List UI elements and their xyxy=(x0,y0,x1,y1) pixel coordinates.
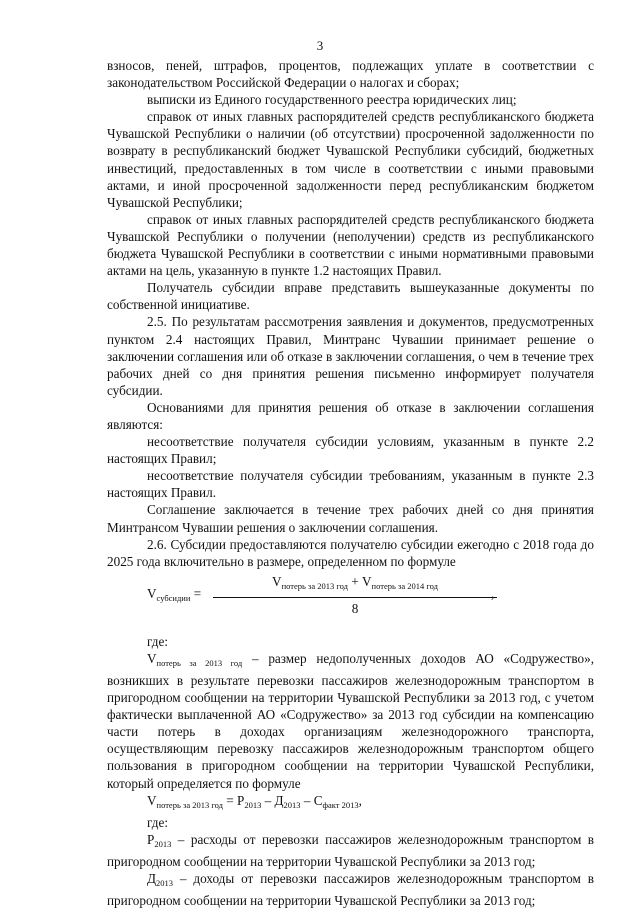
paragraph: несоответствие получателя субсидии требованиям, указанным в пункте 2.3 настоящих Правил. xyxy=(107,468,594,501)
fraction-denominator: 8 xyxy=(351,600,359,616)
document-body xyxy=(107,57,594,909)
paragraph: 2.5. По результатам рассмотрения заявления и документов, предусмотренных пунктом 2.4 настоящих Правил, Минтранс Чувашии принимает решение о заключении соглашения или об отказе в заключении соглашения, о чем в течение трех рабочих дней со дня принятия решения письменно информирует получателя субсидии. xyxy=(107,314,594,398)
paragraph: выписки из Единого государственного реестра юридических лиц; xyxy=(147,92,517,108)
paragraph: 2.6. Субсидии предоставляются получателю субсидии ежегодно с 2018 года до 2025 года включительно в размере, определенном по формуле xyxy=(107,536,594,569)
paragraph: Получатель субсидии вправе представить вышеуказанные документы по собственной инициативе. xyxy=(107,280,594,313)
paragraph: несоответствие получателя субсидии условиям, указанным в пункте 2.2 настоящих Правил; xyxy=(107,434,594,467)
definition-income: $Д_{2013}$ – доходы от перевозки пассажиров железнодорожным транспортом в пригородном сообщении на территории Чувашской Республики за 2013 год; xyxy=(107,871,594,909)
formula-fraction xyxy=(207,573,503,618)
paragraph: справок от иных главных распорядителей средств республиканского бюджета Чувашской Республики о получении (неполучении) средств из республиканского бюджета Чувашской Республики в соответствии с иными нормативными правовыми актами на цель, указанную в пункте 1.2 настоящих Правил. xyxy=(107,211,594,279)
paragraph: Соглашение заключается в течение трех рабочих дней со дня принятия Минтрансом Чувашии решения о заключении соглашения. xyxy=(107,502,594,535)
where-label: где: xyxy=(147,814,168,830)
formula-lhs: $V_{субсидии}$ = xyxy=(147,585,202,603)
definition-expenses: $Р_{2013}$ – расходы от перевозки пассажиров железнодорожным транспортом в пригородном сообщении на территории Чувашской Республики за 2013 год; xyxy=(107,831,594,869)
where-label: где: xyxy=(147,633,168,649)
paragraph: Основаниями для принятия решения об отказе в заключении соглашения являются: xyxy=(107,399,594,432)
definition-v-loss: $V_{потерь за 2013 год}$ – размер недополученных доходов АО «Содружество», возникших в результате перевозки пассажиров железнодорожным транспортом в пригородном сообщении на территории Чувашской Республики за 2013 год, с учетом фактически выплаченной АО «Содружество» за 2013 год субсидии на компенсацию части потерь в доходах организациям железнодорожного транспорта, осуществляющим перевозку пассажиров железнодорожным транспортом общего пользования в пригородном сообщении на территории Чувашской Республики, который определяется по формуле xyxy=(107,650,594,791)
fraction-numerator: $V_{потерь за 2013 год} + V_{потерь за 2014 год}$ xyxy=(272,573,438,591)
page-number: 3 xyxy=(316,38,324,53)
loss-formula: $V_{потерь за 2013 год} = Р_{2013} - Д_{2013} - С_{факт 2013}$, xyxy=(147,792,362,810)
paragraph: взносов, пеней, штрафов, процентов, подлежащих уплате в соответствии с законодательством Российской Федерации о налогах и сборах; xyxy=(107,58,594,91)
formula-comma: , xyxy=(491,585,495,601)
subsidy-formula xyxy=(107,573,594,629)
paragraph: справок от иных главных распорядителей средств республиканского бюджета Чувашской Республики о наличии (об отсутствии) просроченной задолженности по возврату в республиканский бюджет Чувашской Республики субсидий, бюджетных инвестиций, предоставленных в том числе в соответствии с иными правовыми актами, и иной просроченной задолженности перед республиканским бюджетом Чувашской Республики; xyxy=(107,109,594,210)
